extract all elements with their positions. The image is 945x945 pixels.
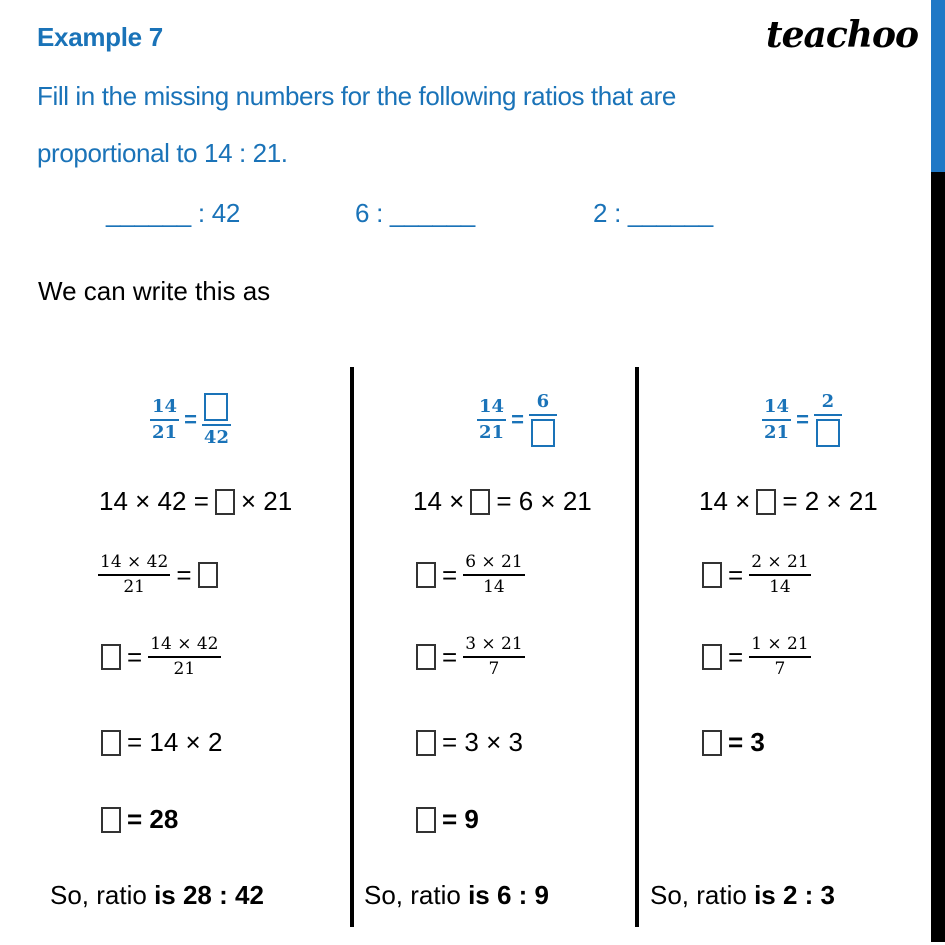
denominator: 7 xyxy=(774,659,786,679)
step-row-result xyxy=(101,804,178,835)
conclusion-3 xyxy=(650,880,835,911)
step-row xyxy=(98,554,218,596)
conclusion-2 xyxy=(364,880,549,911)
blank-ratio-2: 6 : ______ xyxy=(355,198,475,228)
proportion-header-1 xyxy=(150,393,231,447)
unknown-box xyxy=(702,644,722,670)
equals-sign: = xyxy=(796,407,809,432)
numerator: 6 × 21 xyxy=(465,552,523,572)
fraction-bar xyxy=(477,419,506,421)
fraction-bar xyxy=(150,419,179,421)
blank-ratio-1: ______ : 42 xyxy=(106,198,241,228)
fraction-bar xyxy=(749,656,811,658)
fraction-box-42 xyxy=(202,393,231,447)
equals-sign: = xyxy=(442,559,458,590)
fraction-bar xyxy=(98,574,170,576)
question-line-2: proportional to 14 : 21. xyxy=(37,138,288,168)
conclusion-prefix: So, ratio xyxy=(50,880,155,910)
denominator: 14 xyxy=(769,577,791,597)
unknown-box xyxy=(101,730,121,756)
numerator: 1 × 21 xyxy=(751,634,809,654)
equals-sign: = xyxy=(176,559,192,590)
numerator: 3 × 21 xyxy=(465,634,523,654)
fraction xyxy=(749,636,811,678)
fraction xyxy=(463,636,525,678)
fraction-14-21 xyxy=(762,398,791,442)
denominator: 21 xyxy=(764,422,790,443)
denominator: 21 xyxy=(173,659,196,679)
equals-sign: = xyxy=(184,407,197,432)
conclusion-prefix: So, ratio xyxy=(650,880,755,910)
fraction-2-box xyxy=(814,393,842,447)
step-row xyxy=(416,636,525,678)
denominator: 21 xyxy=(152,422,178,443)
step-text: 14 × xyxy=(413,486,465,516)
equals-sign: = xyxy=(127,641,143,672)
equals-sign: = xyxy=(728,641,744,672)
numerator: 14 × 42 xyxy=(100,552,169,572)
denominator: 21 xyxy=(123,577,145,597)
denominator xyxy=(529,419,557,447)
unknown-box xyxy=(416,730,436,756)
unknown-box xyxy=(470,489,490,515)
proportion-header-3 xyxy=(762,393,842,447)
step-text: × 21 xyxy=(240,486,293,516)
fraction-bar xyxy=(148,656,220,658)
fraction-6-box xyxy=(529,393,557,447)
intro-text: We can write this as xyxy=(38,276,271,306)
conclusion-prefix: So, ratio xyxy=(364,880,469,910)
numerator: 6 xyxy=(536,391,550,412)
fraction-bar xyxy=(814,414,842,416)
unknown-box xyxy=(215,489,235,515)
result-text: = 9 xyxy=(442,804,479,834)
step-row xyxy=(702,636,811,678)
numerator: 14 xyxy=(152,396,178,417)
conclusion-answer: is 28 : 42 xyxy=(154,880,264,910)
fraction-14-21 xyxy=(477,398,506,442)
step-text: 14 × 42 = xyxy=(99,486,209,516)
numerator: 2 × 21 xyxy=(751,552,809,572)
proportion-header-2 xyxy=(477,393,557,447)
step-text: = 2 × 21 xyxy=(782,486,878,516)
unknown-box xyxy=(204,393,228,421)
numerator: 14 xyxy=(764,396,790,417)
sidebar-dark-bar xyxy=(931,172,945,942)
denominator: 14 xyxy=(483,577,505,597)
example-title: Example 7 xyxy=(37,22,163,52)
denominator: 42 xyxy=(203,427,229,448)
step-row xyxy=(99,486,292,517)
blank-ratio-3: 2 : ______ xyxy=(593,198,713,228)
step-text: = 6 × 21 xyxy=(496,486,592,516)
step-row xyxy=(702,554,811,596)
step-row xyxy=(699,486,878,517)
fraction-bar xyxy=(762,419,791,421)
unknown-box xyxy=(198,562,218,588)
equals-sign: = xyxy=(442,641,458,672)
fraction-bar xyxy=(202,424,231,426)
step-text: = 14 × 2 xyxy=(127,727,223,757)
numerator: 14 × 42 xyxy=(150,634,219,654)
conclusion-answer: is 2 : 3 xyxy=(754,880,835,910)
step-row xyxy=(101,636,221,678)
result-text: = 28 xyxy=(127,804,179,834)
equals-sign: = xyxy=(511,407,524,432)
fraction-bar xyxy=(463,574,525,576)
numerator: 2 xyxy=(821,391,835,412)
conclusion-1 xyxy=(50,880,264,911)
numerator: 14 xyxy=(479,396,505,417)
fraction-14-21 xyxy=(150,398,179,442)
teachoo-logo: teachoo xyxy=(766,14,918,56)
fraction xyxy=(749,554,811,596)
unknown-box xyxy=(416,644,436,670)
conclusion-answer: is 6 : 9 xyxy=(468,880,549,910)
fraction-bar xyxy=(749,574,811,576)
unknown-box xyxy=(816,419,840,447)
fraction xyxy=(98,554,170,596)
fraction xyxy=(463,554,525,596)
unknown-box xyxy=(702,562,722,588)
denominator xyxy=(814,419,842,447)
unknown-box xyxy=(756,489,776,515)
denominator: 21 xyxy=(479,422,505,443)
column-divider xyxy=(635,367,639,927)
sidebar-accent-bar xyxy=(931,0,945,172)
denominator: 7 xyxy=(488,659,500,679)
step-text: 14 × xyxy=(699,486,751,516)
result-text: = 3 xyxy=(728,727,765,757)
unknown-box xyxy=(702,730,722,756)
unknown-box xyxy=(531,419,555,447)
question-line-1: Fill in the missing numbers for the following ratios that are xyxy=(37,81,676,111)
unknown-box xyxy=(416,562,436,588)
step-text: = 3 × 3 xyxy=(442,727,523,757)
unknown-box xyxy=(101,807,121,833)
step-row xyxy=(416,554,525,596)
unknown-box xyxy=(101,644,121,670)
numerator xyxy=(202,393,230,421)
equals-sign: = xyxy=(728,559,744,590)
fraction xyxy=(148,636,220,678)
step-row xyxy=(416,727,523,758)
column-divider xyxy=(350,367,354,927)
step-row xyxy=(413,486,592,517)
step-row xyxy=(101,727,222,758)
fraction-bar xyxy=(529,414,557,416)
fraction-bar xyxy=(463,656,525,658)
unknown-box xyxy=(416,807,436,833)
step-row-result xyxy=(702,727,765,758)
step-row-result xyxy=(416,804,479,835)
